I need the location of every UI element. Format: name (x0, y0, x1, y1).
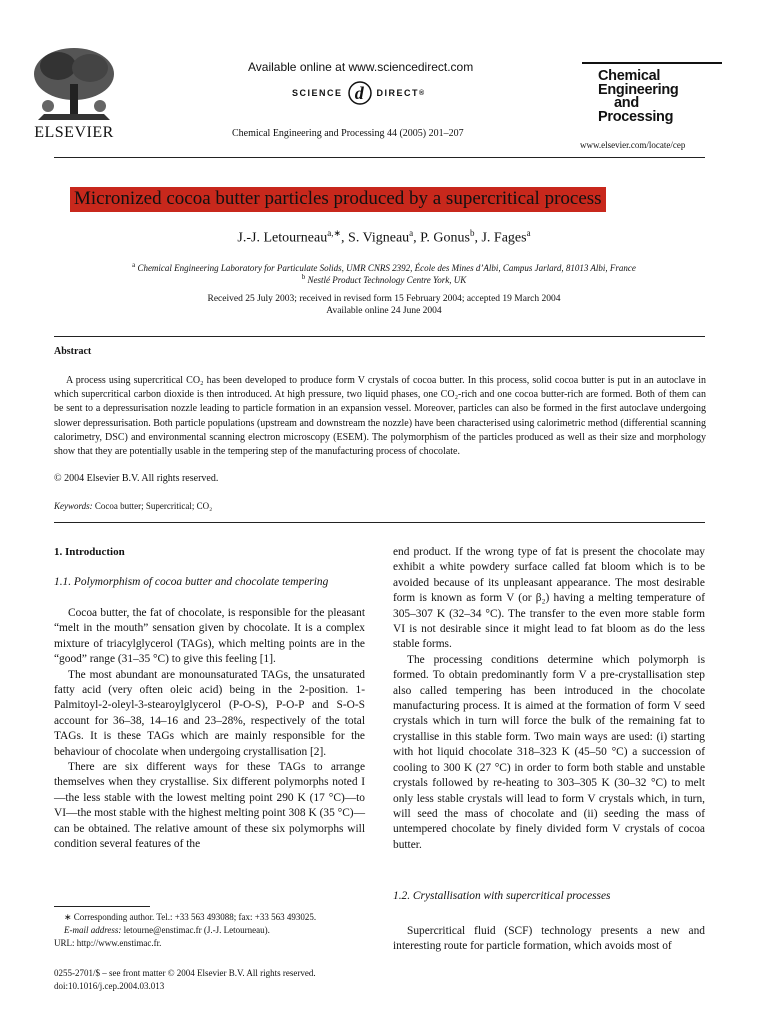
author-list: J.-J. Letourneau$^{a,∗}$, S. Vigneau$^a$, P. Gonus$^b$, J. Fages$^a$ (237, 228, 531, 246)
journal-url[interactable]: www.elsevier.com/locate/cep (580, 140, 686, 150)
received-dates: Received 25 July 2003; received in revised form 15 February 2004; accepted 19 March 2004 (207, 294, 561, 304)
affiliation-a-text: Chemical Engineering Laboratory for Particulate Solids, UMR CNRS 2392, École des Mines d’Albi, Campus Jarlard, 81013 Albi, France (137, 263, 636, 273)
sd-left-word: SCIENCE (292, 88, 343, 98)
issn-line: 0255-2701/$ – see front matter © 2004 Elsevier B.V. All rights reserved. (54, 968, 316, 978)
author-url[interactable]: URL: http://www.enstimac.fr. (54, 938, 162, 948)
right-column-continued (393, 924, 705, 955)
sciencedirect-d-icon (347, 80, 373, 106)
paragraph: Cocoa butter, the fat of chocolate, is responsible for the pleasant “melt in the mouth” sensation given by chocolate. It is a complex mixture of triacylglycerol (TAGs), which melting points are in the “good” range (31–35 °C) to give this feeling [1]. (54, 607, 365, 666)
journal-logo-line: Engineering (598, 81, 679, 98)
corresponding-author: ∗ Corresponding author. Tel.: +33 563 493088; fax: +33 563 493025. (64, 912, 317, 922)
affiliation-a (0, 261, 768, 273)
keywords-list: Cocoa butter; Supercritical; CO₂ (92, 501, 213, 511)
header-rule (54, 157, 705, 158)
paragraph: There are six different ways for these TAGs to arrange themselves when they crystallise. Six different polymorphs noted I—the less stable with the lowest melting point 290 K (17 °C)—to VI—the most stable with the highest melting point 308 K (35 °C)—can be obtained. The relative amount of these six polymorphs will condition several features of the (54, 761, 365, 851)
doi-line[interactable]: doi:10.1016/j.cep.2004.03.013 (54, 981, 165, 991)
affiliation-b-text: Nestlé Product Technology Centre York, UK (307, 275, 467, 285)
author-affil-sup[interactable]: a (409, 228, 414, 238)
journal-citation: Chemical Engineering and Processing 44 (2005) 201–207 (232, 128, 464, 139)
abstract-body (54, 374, 706, 459)
abstract-top-rule (54, 336, 705, 337)
author-affil-sup[interactable]: a (526, 228, 531, 238)
affiliation-a-marker: a (132, 261, 136, 269)
email-address[interactable]: letourne@enstimac.fr (J.-J. Letourneau). (121, 925, 270, 935)
paragraph: The most abundant are monounsaturated TAGs, the unsaturated fatty acid (very often oleic acid) being in the 2-position. 1-Palmitoyl-2-oleyl-3-stearoylglycerol (P-O-S), P-O-P and S-O-S account for 36–38, 14–16 and 23–28%, respectively of the total TAGs. It is these TAGs which are mainly responsible for the behaviour of chocolate when undergoing crystallisation [2]. (54, 668, 365, 758)
email-label: E-mail address: (64, 925, 122, 935)
journal-logo (582, 62, 722, 128)
footnote (54, 911, 374, 950)
author-name: S. Vigneau (348, 230, 410, 246)
author-affil-sup[interactable]: b (469, 228, 475, 238)
journal-logo-line: Processing (598, 108, 674, 125)
subsection-heading: 1.1. Polymorphism of cocoa butter and chocolate tempering (54, 576, 329, 588)
keywords-label: Keywords: (54, 501, 93, 511)
author-name: J.-J. Letourneau (237, 230, 328, 246)
left-column (54, 606, 365, 853)
right-column (393, 545, 705, 853)
keywords (54, 501, 212, 511)
svg-text:d: d (354, 83, 365, 103)
paragraph: The processing conditions determine which polymorph is formed. To obtain predominantly form V a pre-crystallisation step also called tempering has been introduced in the chocolate manufacturing process. It is aimed at the formation of form V seed crystals which in turn will force the bulk of the remaining fat to crystallise in this stable form. Two main ways are used: (i) starting with hot liquid chocolate 318–323 K (45–50 °C) a succession of cooling to 300 K (27 °C) in order to form both stable and unstable crystals followed by re-heating to 303–305 K (30–32 °C) to melt only less stable crystals will lead to form V crystals which, in turn, will seed the mass of chocolate and (ii) seeding the mass of untempered chocolate by finely divided form V crystals of cocoa butter. (393, 653, 705, 851)
journal-logo-line: and (614, 95, 639, 111)
publisher-name: ELSEVIER (34, 124, 114, 141)
available-date: Available online 24 June 2004 (326, 306, 442, 316)
author-name: J. Fages (481, 230, 527, 246)
section-heading: 1. Introduction (54, 546, 125, 558)
footnote-rule (54, 906, 150, 907)
sd-registered-mark: ® (419, 89, 426, 97)
sciencedirect-logo (292, 80, 426, 106)
available-online-text: Available online at www.sciencedirect.com (248, 60, 474, 74)
paragraph: end product. If the wrong type of fat is present the chocolate may exhibit a white powdery surface called fat bloom which is to be avoided because of its unpleasant appearance. The most desirable form is known as form V (or β₂) having a melting temperature of 305–307 K (32–34 °C). The transfer to the even more stable form VI is not desirable since it might lead to fat bloom as do the less stable forms. (393, 546, 705, 651)
abstract-heading: Abstract (54, 346, 92, 357)
affiliation-b-marker: b (301, 273, 306, 281)
abstract-copyright: © 2004 Elsevier B.V. All rights reserved. (54, 473, 219, 484)
journal-logo-line: Chemical (598, 68, 661, 84)
affiliation-b (0, 273, 768, 285)
email-line (54, 924, 374, 937)
page-footer (54, 967, 316, 993)
author-affil-sup[interactable]: a,∗ (327, 228, 342, 238)
sd-right-word: DIRECT (376, 88, 420, 98)
abstract-bottom-rule (54, 522, 705, 523)
abstract-text: A process using supercritical CO₂ has been developed to produce form V crystals of cocoa butter. In this process, solid cocoa butter is put in an autoclave in which supercritical carbon dioxide is then introduced. At high pressure, two liquid phases, one CO₂-rich and one cocoa butter-rich are formed. Both of them can be sent to a depressurisation nozzle leading to particle formation in an expansion vessel. Moreover, particles can also be formed in the first autoclave undergoing slower depressurisation. Both particle populations (upstream and downstream the nozzle) have been characterised using calorimetric method (differential scanning calorimetry, DSC) and environmental scanning electron microscopy (ESEM). The polymorphism of the particles produced as well as their size and morphology show that they are potentially usable in the tempering step of the manufacturing process of chocolate. (54, 375, 706, 458)
article-title: Micronized cocoa butter particles produced by a supercritical process (70, 187, 606, 212)
author-name: P. Gonus (420, 230, 470, 246)
paragraph: Supercritical fluid (SCF) technology presents a new and interesting route for particle formation, which avoids most of (393, 925, 705, 953)
subsection-heading: 1.2. Crystallisation with supercritical processes (393, 890, 611, 902)
